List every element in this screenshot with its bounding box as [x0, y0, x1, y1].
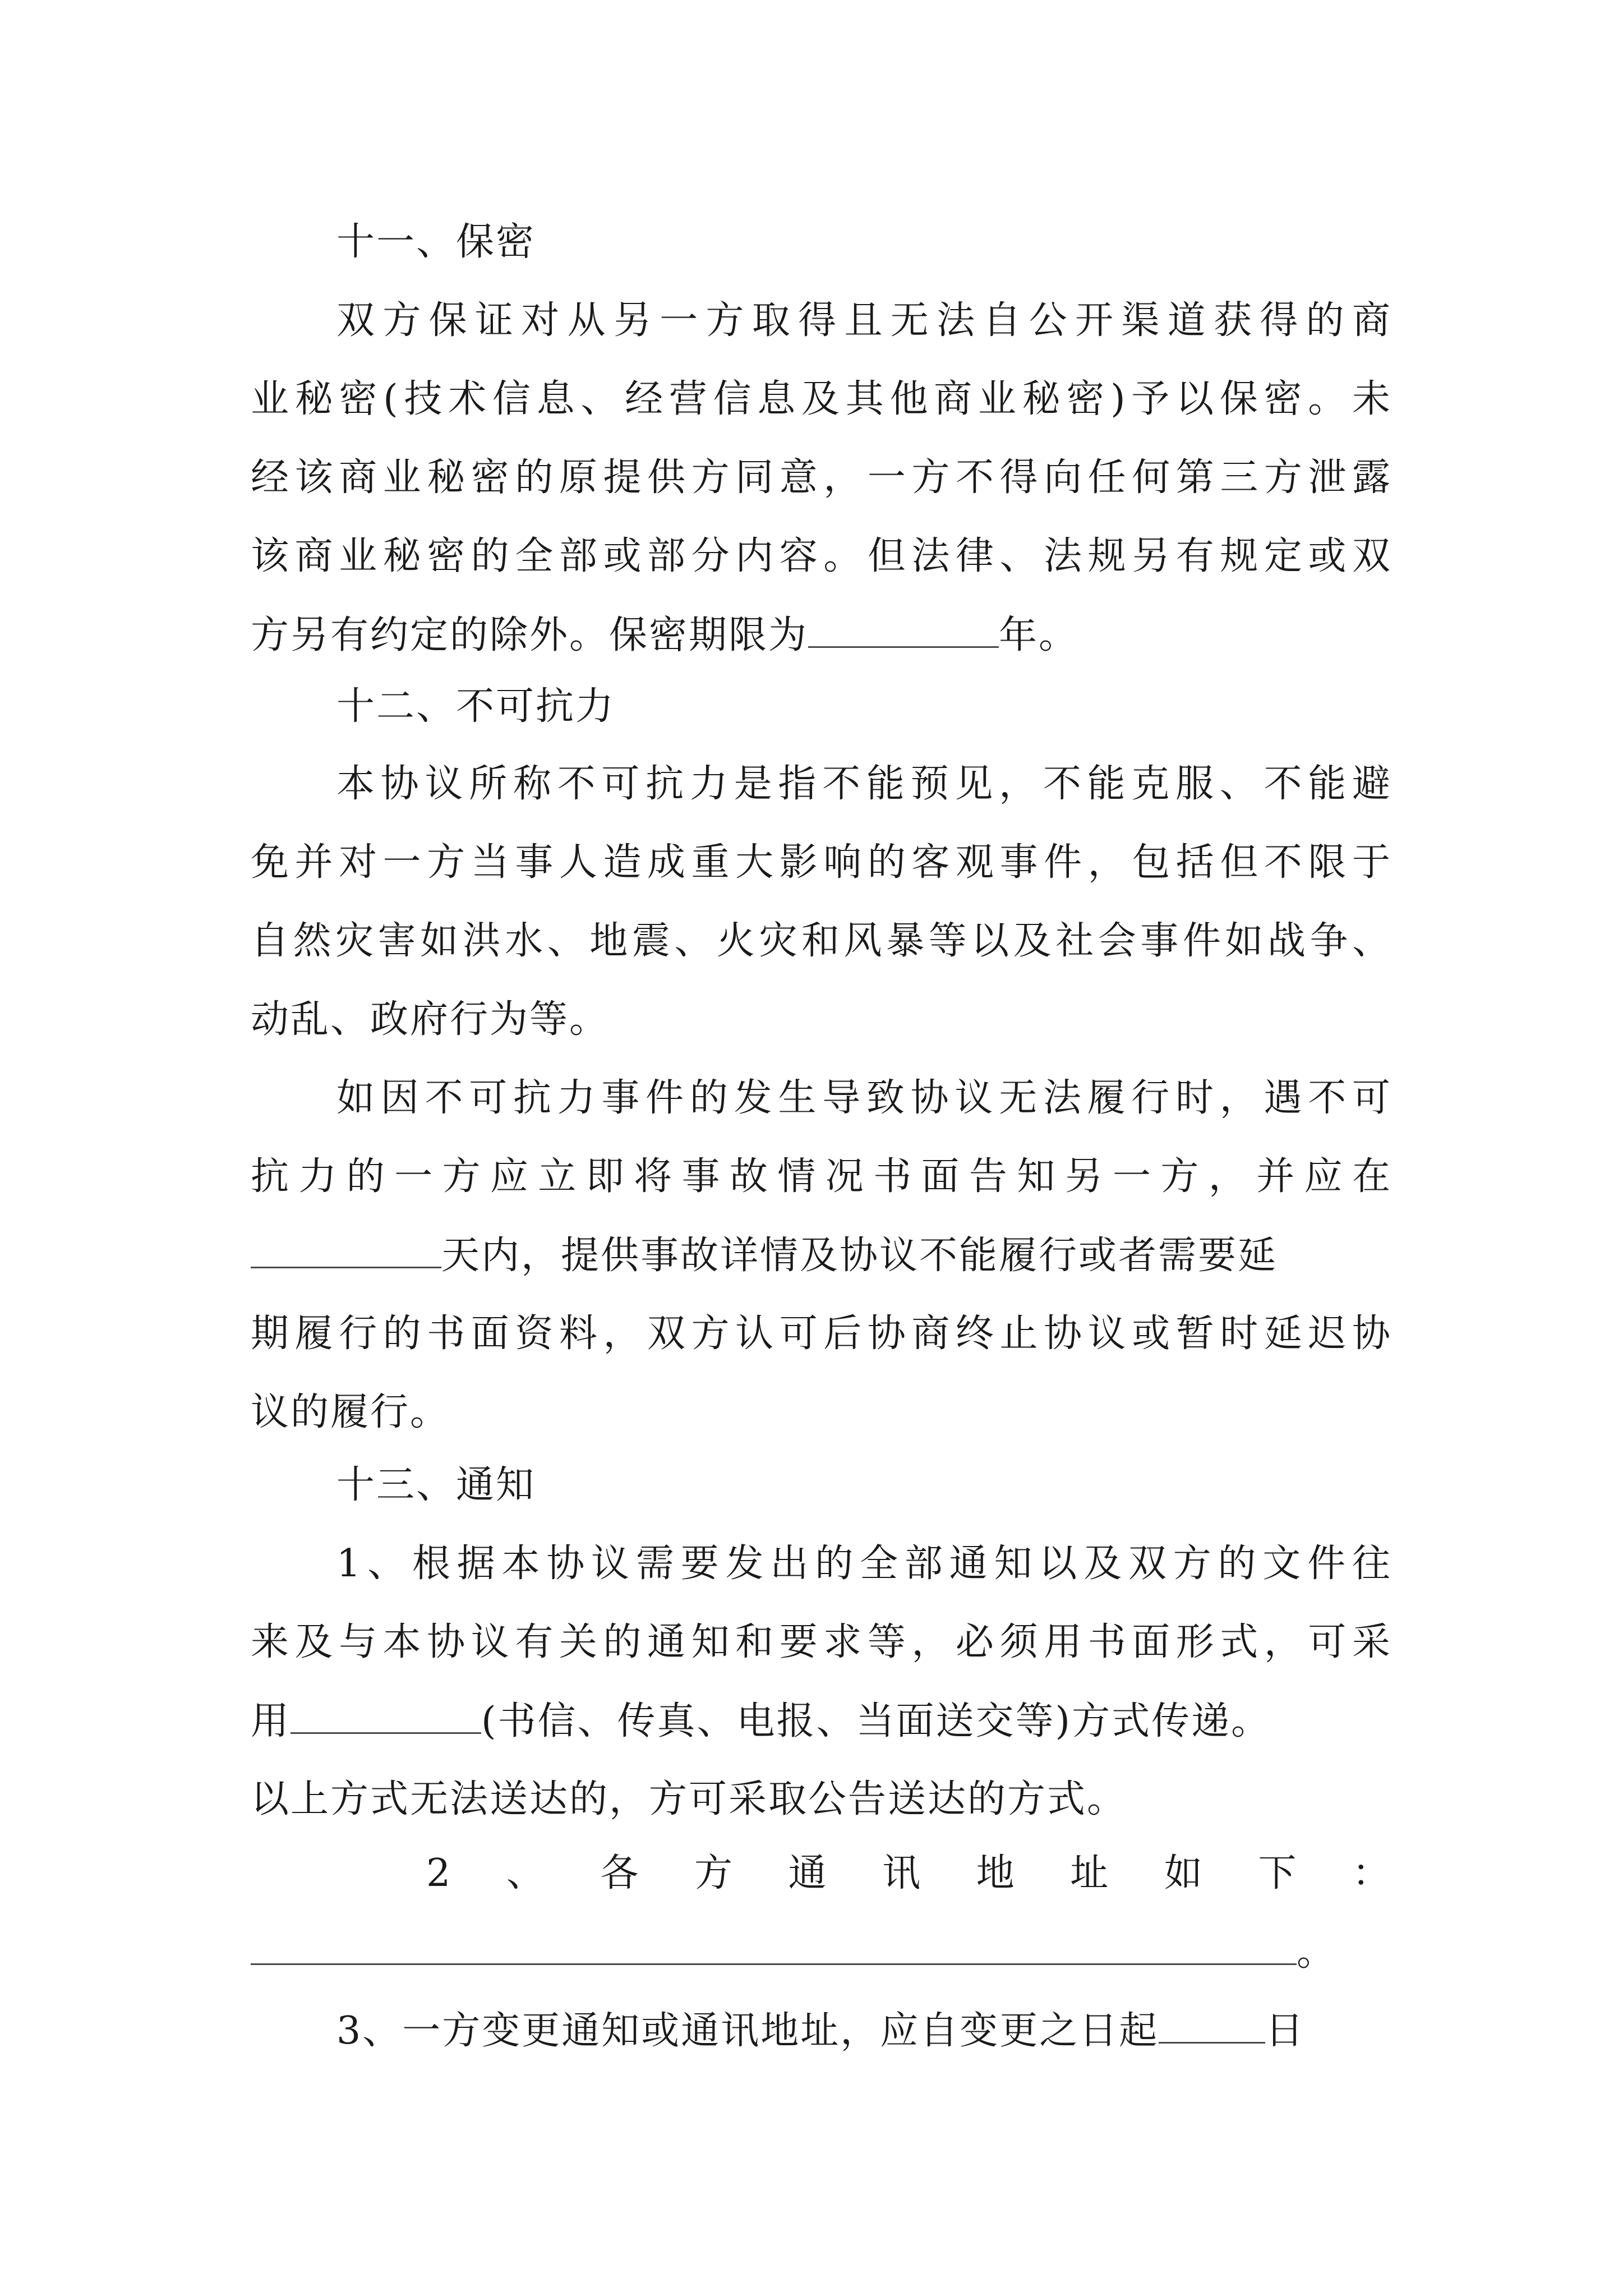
- paragraph-line: 双方保证对从另一方取得且无法自公开渠道获得的商: [336, 298, 1392, 343]
- section-heading-force-majeure: 十二、不可抗力: [336, 684, 616, 729]
- paragraph-line: 动乱、政府行为等。: [251, 997, 610, 1042]
- paragraph-line-with-blank: [251, 613, 1392, 657]
- paragraph-line-with-blank: [336, 2008, 1392, 2053]
- paragraph-line: 本协议所称不可抗力是指不能预见，不能克服、不能避: [336, 762, 1392, 806]
- paragraph-line: 如因不可抗力事件的发生导致协议无法履行时，遇不可: [336, 1076, 1392, 1120]
- paragraph-line: 2、各方通讯地址如下：: [426, 1851, 1392, 1895]
- text-segment: 3、一方变更通知或通讯地址，应自变更之日起: [336, 2009, 1159, 2053]
- text-segment: 天内，提供事故详情及协议不能履行或者需要延: [441, 1234, 1278, 1278]
- fill-in-blank: [1159, 2008, 1265, 2044]
- paragraph-line-with-blank: [251, 1233, 1392, 1278]
- paragraph-line: 以上方式无法送达的，方可采取公告送达的方式。: [251, 1777, 1127, 1821]
- text-segment: 日: [1265, 2009, 1306, 2053]
- text-segment: 年。: [999, 613, 1079, 657]
- paragraph-line: 免并对一方当事人造成重大影响的客观事件，包括但不限于: [251, 840, 1392, 885]
- paragraph-line: 议的履行。: [251, 1390, 450, 1434]
- paragraph-line: 1、根据本协议需要发出的全部通知以及双方的文件往: [336, 1542, 1392, 1586]
- text-segment: 用: [251, 1699, 291, 1743]
- section-heading-notice: 十三、通知: [336, 1463, 536, 1507]
- paragraph-line: 期履行的书面资料，双方认可后协商终止协议或暂时延迟协: [251, 1312, 1392, 1356]
- paragraph-line: 业秘密(技术信息、经营信息及其他商业秘密)予以保密。未: [251, 377, 1392, 421]
- section-heading-confidentiality: 十一、保密: [336, 220, 536, 264]
- paragraph-line: 抗力的一方应立即将事故情况书面告知另一方，并应在: [251, 1154, 1392, 1199]
- paragraph-line: 自然灾害如洪水、地震、火灾和风暴等以及社会事件如战争、: [251, 919, 1392, 963]
- paragraph-line: 经该商业秘密的原提供方同意，一方不得向任何第三方泄露: [251, 455, 1392, 500]
- fill-in-blank: [251, 1233, 441, 1268]
- text-segment: 方另有约定的除外。保密期限为: [251, 613, 809, 657]
- fill-in-blank: [291, 1699, 481, 1734]
- paragraph-line-with-blank: [251, 1930, 1392, 1975]
- paragraph-line-with-blank: [251, 1699, 1392, 1743]
- fill-in-blank: [808, 613, 999, 648]
- paragraph-line: 来及与本协议有关的通知和要求等，必须用书面形式，可采: [251, 1620, 1392, 1664]
- text-segment: (书信、传真、电报、当面送交等)方式传递。: [481, 1699, 1271, 1743]
- fill-in-blank: [251, 1930, 1297, 1965]
- paragraph-line: 该商业秘密的全部或部分内容。但法律、法规另有规定或双: [251, 534, 1392, 578]
- text-segment: 。: [1297, 1930, 1337, 1975]
